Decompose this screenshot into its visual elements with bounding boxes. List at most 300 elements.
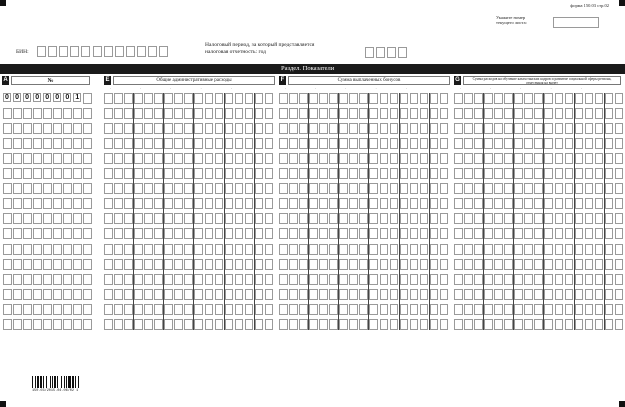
- row-number-cell[interactable]: [13, 153, 22, 164]
- bonus-cell[interactable]: [359, 108, 368, 119]
- training-expense-cell[interactable]: [605, 183, 614, 194]
- row-number-cell[interactable]: [3, 138, 12, 149]
- training-expense-cell[interactable]: [555, 183, 564, 194]
- training-expense-cell[interactable]: [605, 319, 614, 330]
- admin-expense-cell[interactable]: [124, 138, 133, 149]
- admin-expense-cell[interactable]: [164, 183, 173, 194]
- bonus-cell[interactable]: [369, 93, 378, 104]
- admin-expense-cell[interactable]: [225, 274, 234, 285]
- admin-expense-cell[interactable]: [144, 183, 153, 194]
- admin-expense-cell[interactable]: [235, 138, 244, 149]
- admin-expense-cell[interactable]: [134, 228, 143, 239]
- row-number-cell[interactable]: [3, 213, 12, 224]
- bonus-cell[interactable]: [319, 108, 328, 119]
- training-expense-cell[interactable]: [494, 228, 503, 239]
- admin-expense-cell[interactable]: [184, 274, 193, 285]
- training-expense-cell[interactable]: [575, 228, 584, 239]
- row-number-cell[interactable]: [53, 123, 62, 134]
- training-expense-cell[interactable]: [454, 304, 463, 315]
- training-expense-cell[interactable]: [605, 304, 614, 315]
- bonus-cell[interactable]: [289, 289, 298, 300]
- bonus-cell[interactable]: [400, 274, 409, 285]
- training-expense-cell[interactable]: [565, 153, 574, 164]
- training-expense-cell[interactable]: [544, 123, 553, 134]
- bonus-cell[interactable]: [289, 138, 298, 149]
- row-number-cell[interactable]: [13, 183, 22, 194]
- bonus-cell[interactable]: [430, 153, 439, 164]
- training-expense-cell[interactable]: [474, 319, 483, 330]
- admin-expense-cell[interactable]: [134, 244, 143, 255]
- bonus-cell[interactable]: [390, 304, 399, 315]
- admin-expense-cell[interactable]: [235, 153, 244, 164]
- row-number-cell[interactable]: [33, 183, 42, 194]
- bonus-cell[interactable]: [390, 319, 399, 330]
- training-expense-cell[interactable]: [555, 274, 564, 285]
- row-number-cell[interactable]: [3, 259, 12, 270]
- admin-expense-cell[interactable]: [174, 304, 183, 315]
- training-expense-cell[interactable]: [454, 138, 463, 149]
- admin-expense-cell[interactable]: [184, 123, 193, 134]
- bonus-cell[interactable]: [390, 153, 399, 164]
- admin-expense-cell[interactable]: [134, 108, 143, 119]
- training-expense-cell[interactable]: [484, 123, 493, 134]
- bonus-cell[interactable]: [299, 198, 308, 209]
- training-expense-cell[interactable]: [544, 228, 553, 239]
- training-expense-cell[interactable]: [595, 93, 604, 104]
- training-expense-cell[interactable]: [454, 244, 463, 255]
- row-number-cell[interactable]: [43, 108, 52, 119]
- admin-expense-cell[interactable]: [114, 228, 123, 239]
- training-expense-cell[interactable]: [595, 198, 604, 209]
- row-number-cell[interactable]: [83, 274, 92, 285]
- bonus-cell[interactable]: [319, 183, 328, 194]
- training-expense-cell[interactable]: [524, 274, 533, 285]
- row-number-cell[interactable]: [33, 259, 42, 270]
- tax-year-cell[interactable]: [365, 47, 374, 58]
- admin-expense-cell[interactable]: [154, 319, 163, 330]
- bonus-cell[interactable]: [440, 289, 449, 300]
- row-number-cell[interactable]: [13, 259, 22, 270]
- bonus-cell[interactable]: [440, 123, 449, 134]
- bonus-cell[interactable]: [329, 168, 338, 179]
- bonus-cell[interactable]: [279, 168, 288, 179]
- bonus-cell[interactable]: [400, 183, 409, 194]
- bonus-cell[interactable]: [289, 259, 298, 270]
- training-expense-cell[interactable]: [514, 259, 523, 270]
- admin-expense-cell[interactable]: [154, 289, 163, 300]
- row-number-cell[interactable]: [33, 213, 42, 224]
- training-expense-cell[interactable]: [504, 93, 513, 104]
- admin-expense-cell[interactable]: [184, 198, 193, 209]
- admin-expense-cell[interactable]: [124, 274, 133, 285]
- admin-expense-cell[interactable]: [184, 289, 193, 300]
- bonus-cell[interactable]: [319, 259, 328, 270]
- training-expense-cell[interactable]: [595, 289, 604, 300]
- admin-expense-cell[interactable]: [184, 153, 193, 164]
- admin-expense-cell[interactable]: [164, 304, 173, 315]
- training-expense-cell[interactable]: [544, 183, 553, 194]
- admin-expense-cell[interactable]: [124, 213, 133, 224]
- bonus-cell[interactable]: [359, 183, 368, 194]
- admin-expense-cell[interactable]: [144, 123, 153, 134]
- admin-expense-cell[interactable]: [164, 319, 173, 330]
- training-expense-cell[interactable]: [585, 319, 594, 330]
- bonus-cell[interactable]: [430, 183, 439, 194]
- admin-expense-cell[interactable]: [225, 259, 234, 270]
- admin-expense-cell[interactable]: [215, 108, 224, 119]
- admin-expense-cell[interactable]: [235, 274, 244, 285]
- admin-expense-cell[interactable]: [144, 244, 153, 255]
- bonus-cell[interactable]: [299, 168, 308, 179]
- row-number-cell[interactable]: [23, 183, 32, 194]
- training-expense-cell[interactable]: [565, 274, 574, 285]
- bonus-cell[interactable]: [319, 244, 328, 255]
- admin-expense-cell[interactable]: [205, 138, 214, 149]
- admin-expense-cell[interactable]: [235, 93, 244, 104]
- bonus-cell[interactable]: [400, 289, 409, 300]
- row-number-cell[interactable]: [13, 304, 22, 315]
- row-number-cell[interactable]: [13, 228, 22, 239]
- training-expense-cell[interactable]: [514, 93, 523, 104]
- admin-expense-cell[interactable]: [265, 289, 274, 300]
- training-expense-cell[interactable]: [514, 213, 523, 224]
- training-expense-cell[interactable]: [605, 244, 614, 255]
- bonus-cell[interactable]: [289, 304, 298, 315]
- admin-expense-cell[interactable]: [225, 213, 234, 224]
- training-expense-cell[interactable]: [494, 198, 503, 209]
- admin-expense-cell[interactable]: [104, 198, 113, 209]
- training-expense-cell[interactable]: [454, 93, 463, 104]
- admin-expense-cell[interactable]: [225, 168, 234, 179]
- admin-expense-cell[interactable]: [104, 123, 113, 134]
- admin-expense-cell[interactable]: [225, 93, 234, 104]
- admin-expense-cell[interactable]: [255, 153, 264, 164]
- bonus-cell[interactable]: [420, 183, 429, 194]
- row-number-cell[interactable]: [63, 228, 72, 239]
- training-expense-cell[interactable]: [474, 153, 483, 164]
- training-expense-cell[interactable]: [585, 138, 594, 149]
- training-expense-cell[interactable]: [504, 274, 513, 285]
- admin-expense-cell[interactable]: [235, 108, 244, 119]
- admin-expense-cell[interactable]: [265, 274, 274, 285]
- training-expense-cell[interactable]: [544, 153, 553, 164]
- admin-expense-cell[interactable]: [245, 274, 254, 285]
- training-expense-cell[interactable]: [454, 183, 463, 194]
- row-number-cell[interactable]: [63, 319, 72, 330]
- bonus-cell[interactable]: [410, 259, 419, 270]
- training-expense-cell[interactable]: [595, 138, 604, 149]
- training-expense-cell[interactable]: [555, 304, 564, 315]
- admin-expense-cell[interactable]: [255, 213, 264, 224]
- training-expense-cell[interactable]: [474, 274, 483, 285]
- row-number-cell[interactable]: [3, 168, 12, 179]
- row-number-cell[interactable]: [83, 244, 92, 255]
- bonus-cell[interactable]: [420, 153, 429, 164]
- training-expense-cell[interactable]: [585, 168, 594, 179]
- row-number-cell[interactable]: [23, 244, 32, 255]
- row-number-cell[interactable]: [13, 123, 22, 134]
- admin-expense-cell[interactable]: [174, 244, 183, 255]
- training-expense-cell[interactable]: [585, 153, 594, 164]
- admin-expense-cell[interactable]: [174, 259, 183, 270]
- bonus-cell[interactable]: [319, 289, 328, 300]
- training-expense-cell[interactable]: [464, 168, 473, 179]
- bonus-cell[interactable]: [309, 304, 318, 315]
- bonus-cell[interactable]: [390, 108, 399, 119]
- training-expense-cell[interactable]: [484, 244, 493, 255]
- bonus-cell[interactable]: [309, 168, 318, 179]
- training-expense-cell[interactable]: [454, 123, 463, 134]
- bonus-cell[interactable]: [349, 183, 358, 194]
- training-expense-cell[interactable]: [514, 228, 523, 239]
- training-expense-cell[interactable]: [615, 274, 624, 285]
- admin-expense-cell[interactable]: [255, 228, 264, 239]
- training-expense-cell[interactable]: [534, 213, 543, 224]
- admin-expense-cell[interactable]: [245, 93, 254, 104]
- bonus-cell[interactable]: [299, 274, 308, 285]
- row-number-cell[interactable]: [83, 123, 92, 134]
- admin-expense-cell[interactable]: [184, 304, 193, 315]
- row-number-cell[interactable]: [13, 244, 22, 255]
- bonus-cell[interactable]: [400, 138, 409, 149]
- row-number-cell[interactable]: [63, 108, 72, 119]
- bonus-cell[interactable]: [369, 274, 378, 285]
- training-expense-cell[interactable]: [615, 259, 624, 270]
- bonus-cell[interactable]: [339, 183, 348, 194]
- training-expense-cell[interactable]: [605, 168, 614, 179]
- row-number-cell[interactable]: [53, 319, 62, 330]
- bonus-cell[interactable]: [359, 259, 368, 270]
- bonus-cell[interactable]: [309, 183, 318, 194]
- training-expense-cell[interactable]: [464, 183, 473, 194]
- bonus-cell[interactable]: [410, 319, 419, 330]
- training-expense-cell[interactable]: [555, 138, 564, 149]
- bonus-cell[interactable]: [369, 168, 378, 179]
- training-expense-cell[interactable]: [474, 289, 483, 300]
- bonus-cell[interactable]: [349, 123, 358, 134]
- bonus-cell[interactable]: [299, 213, 308, 224]
- bonus-cell[interactable]: [299, 319, 308, 330]
- training-expense-cell[interactable]: [454, 259, 463, 270]
- bin-cell[interactable]: [48, 46, 57, 57]
- training-expense-cell[interactable]: [474, 213, 483, 224]
- admin-expense-cell[interactable]: [245, 198, 254, 209]
- bonus-cell[interactable]: [440, 228, 449, 239]
- row-number-cell[interactable]: [63, 198, 72, 209]
- row-number-cell[interactable]: [23, 153, 32, 164]
- training-expense-cell[interactable]: [534, 228, 543, 239]
- training-expense-cell[interactable]: [524, 213, 533, 224]
- admin-expense-cell[interactable]: [114, 198, 123, 209]
- admin-expense-cell[interactable]: [134, 153, 143, 164]
- bonus-cell[interactable]: [380, 304, 389, 315]
- row-number-cell[interactable]: [3, 319, 12, 330]
- row-number-cell[interactable]: [83, 289, 92, 300]
- bonus-cell[interactable]: [380, 93, 389, 104]
- admin-expense-cell[interactable]: [194, 183, 203, 194]
- training-expense-cell[interactable]: [484, 304, 493, 315]
- admin-expense-cell[interactable]: [235, 123, 244, 134]
- bonus-cell[interactable]: [299, 138, 308, 149]
- training-expense-cell[interactable]: [514, 138, 523, 149]
- training-expense-cell[interactable]: [595, 244, 604, 255]
- row-number-cell[interactable]: [53, 289, 62, 300]
- training-expense-cell[interactable]: [555, 289, 564, 300]
- admin-expense-cell[interactable]: [255, 123, 264, 134]
- admin-expense-cell[interactable]: [225, 304, 234, 315]
- training-expense-cell[interactable]: [544, 304, 553, 315]
- training-expense-cell[interactable]: [615, 108, 624, 119]
- training-expense-cell[interactable]: [534, 123, 543, 134]
- row-number-cell[interactable]: [3, 228, 12, 239]
- row-number-cell[interactable]: [33, 274, 42, 285]
- training-expense-cell[interactable]: [575, 304, 584, 315]
- training-expense-cell[interactable]: [595, 228, 604, 239]
- training-expense-cell[interactable]: [585, 259, 594, 270]
- admin-expense-cell[interactable]: [235, 168, 244, 179]
- training-expense-cell[interactable]: [474, 108, 483, 119]
- bonus-cell[interactable]: [359, 228, 368, 239]
- admin-expense-cell[interactable]: [245, 228, 254, 239]
- row-number-cell[interactable]: [13, 168, 22, 179]
- admin-expense-cell[interactable]: [104, 289, 113, 300]
- bonus-cell[interactable]: [279, 183, 288, 194]
- bonus-cell[interactable]: [430, 168, 439, 179]
- bonus-cell[interactable]: [339, 198, 348, 209]
- bonus-cell[interactable]: [289, 274, 298, 285]
- row-number-cell[interactable]: [73, 244, 82, 255]
- row-number-cell[interactable]: [53, 259, 62, 270]
- training-expense-cell[interactable]: [575, 183, 584, 194]
- admin-expense-cell[interactable]: [174, 138, 183, 149]
- training-expense-cell[interactable]: [585, 198, 594, 209]
- bonus-cell[interactable]: [289, 213, 298, 224]
- row-number-cell[interactable]: [33, 244, 42, 255]
- row-number-cell[interactable]: [13, 213, 22, 224]
- bonus-cell[interactable]: [400, 153, 409, 164]
- admin-expense-cell[interactable]: [194, 274, 203, 285]
- admin-expense-cell[interactable]: [134, 183, 143, 194]
- training-expense-cell[interactable]: [504, 319, 513, 330]
- bonus-cell[interactable]: [289, 244, 298, 255]
- admin-expense-cell[interactable]: [164, 168, 173, 179]
- training-expense-cell[interactable]: [504, 123, 513, 134]
- training-expense-cell[interactable]: [605, 123, 614, 134]
- bonus-cell[interactable]: [279, 319, 288, 330]
- admin-expense-cell[interactable]: [205, 304, 214, 315]
- training-expense-cell[interactable]: [464, 198, 473, 209]
- row-number-cell[interactable]: [3, 198, 12, 209]
- row-number-cell[interactable]: [53, 153, 62, 164]
- training-expense-cell[interactable]: [454, 198, 463, 209]
- training-expense-cell[interactable]: [504, 213, 513, 224]
- admin-expense-cell[interactable]: [164, 213, 173, 224]
- training-expense-cell[interactable]: [474, 244, 483, 255]
- training-expense-cell[interactable]: [524, 319, 533, 330]
- admin-expense-cell[interactable]: [164, 93, 173, 104]
- training-expense-cell[interactable]: [565, 289, 574, 300]
- training-expense-cell[interactable]: [615, 198, 624, 209]
- admin-expense-cell[interactable]: [265, 168, 274, 179]
- bonus-cell[interactable]: [400, 93, 409, 104]
- training-expense-cell[interactable]: [615, 183, 624, 194]
- admin-expense-cell[interactable]: [104, 108, 113, 119]
- admin-expense-cell[interactable]: [255, 244, 264, 255]
- admin-expense-cell[interactable]: [124, 183, 133, 194]
- bonus-cell[interactable]: [369, 198, 378, 209]
- training-expense-cell[interactable]: [524, 153, 533, 164]
- bonus-cell[interactable]: [380, 153, 389, 164]
- admin-expense-cell[interactable]: [194, 259, 203, 270]
- bonus-cell[interactable]: [410, 289, 419, 300]
- row-number-cell[interactable]: [73, 289, 82, 300]
- row-number-cell[interactable]: [3, 108, 12, 119]
- admin-expense-cell[interactable]: [184, 138, 193, 149]
- admin-expense-cell[interactable]: [144, 228, 153, 239]
- training-expense-cell[interactable]: [565, 168, 574, 179]
- bonus-cell[interactable]: [390, 183, 399, 194]
- row-number-cell[interactable]: [53, 244, 62, 255]
- admin-expense-cell[interactable]: [235, 244, 244, 255]
- training-expense-cell[interactable]: [534, 319, 543, 330]
- training-expense-cell[interactable]: [534, 289, 543, 300]
- bonus-cell[interactable]: [309, 274, 318, 285]
- row-number-cell[interactable]: [23, 274, 32, 285]
- bonus-cell[interactable]: [390, 274, 399, 285]
- bonus-cell[interactable]: [359, 93, 368, 104]
- row-number-cell[interactable]: [33, 168, 42, 179]
- bonus-cell[interactable]: [299, 93, 308, 104]
- training-expense-cell[interactable]: [565, 304, 574, 315]
- bin-cell[interactable]: [93, 46, 102, 57]
- training-expense-cell[interactable]: [534, 244, 543, 255]
- bonus-cell[interactable]: [410, 168, 419, 179]
- training-expense-cell[interactable]: [585, 228, 594, 239]
- bin-cell[interactable]: [70, 46, 79, 57]
- row-number-cell[interactable]: [23, 108, 32, 119]
- bonus-cell[interactable]: [309, 259, 318, 270]
- admin-expense-cell[interactable]: [194, 153, 203, 164]
- training-expense-cell[interactable]: [555, 123, 564, 134]
- admin-expense-cell[interactable]: [215, 244, 224, 255]
- row-number-cell[interactable]: [23, 168, 32, 179]
- training-expense-cell[interactable]: [534, 93, 543, 104]
- admin-expense-cell[interactable]: [174, 213, 183, 224]
- training-expense-cell[interactable]: [555, 108, 564, 119]
- training-expense-cell[interactable]: [484, 153, 493, 164]
- training-expense-cell[interactable]: [504, 198, 513, 209]
- admin-expense-cell[interactable]: [174, 123, 183, 134]
- bonus-cell[interactable]: [420, 274, 429, 285]
- admin-expense-cell[interactable]: [194, 244, 203, 255]
- admin-expense-cell[interactable]: [104, 213, 113, 224]
- training-expense-cell[interactable]: [605, 289, 614, 300]
- bonus-cell[interactable]: [289, 123, 298, 134]
- row-number-cell[interactable]: [73, 168, 82, 179]
- bin-cell[interactable]: [137, 46, 146, 57]
- training-expense-cell[interactable]: [544, 274, 553, 285]
- bonus-cell[interactable]: [390, 198, 399, 209]
- row-number-cell[interactable]: [33, 108, 42, 119]
- training-expense-cell[interactable]: [464, 153, 473, 164]
- admin-expense-cell[interactable]: [144, 153, 153, 164]
- row-number-cell[interactable]: [43, 168, 52, 179]
- admin-expense-cell[interactable]: [215, 274, 224, 285]
- bonus-cell[interactable]: [380, 123, 389, 134]
- training-expense-cell[interactable]: [575, 244, 584, 255]
- training-expense-cell[interactable]: [595, 123, 604, 134]
- bonus-cell[interactable]: [420, 319, 429, 330]
